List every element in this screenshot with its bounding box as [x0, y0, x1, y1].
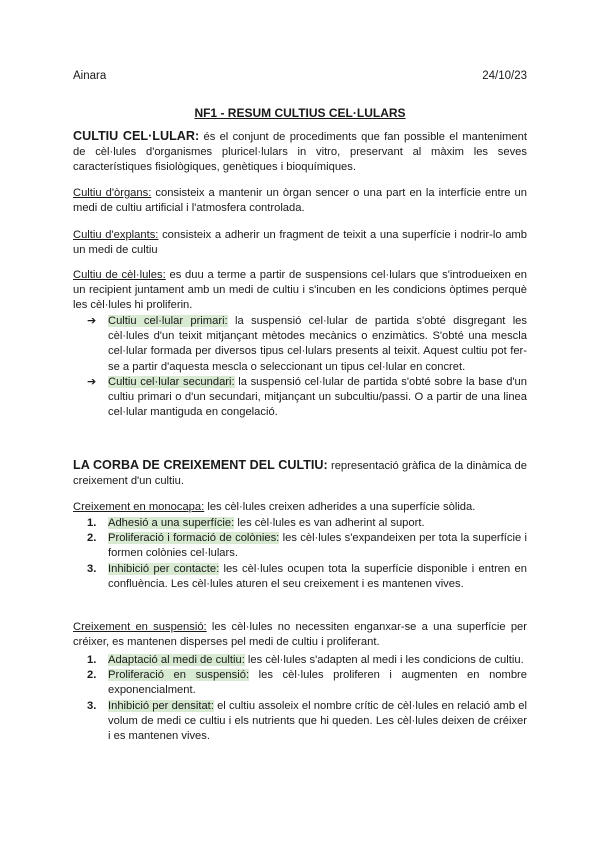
- definition-monocapa: [73, 500, 527, 515]
- list-item: [73, 562, 527, 592]
- term-cultiu-explants: Cultiu d'explants:: [73, 229, 159, 241]
- list-number: 2.: [87, 532, 97, 545]
- term-inhibicio-densitat: Inhibició per densitat:: [108, 699, 214, 712]
- term-adhesio: Adhesió a una superfície:: [108, 517, 235, 529]
- list-item: [73, 668, 527, 698]
- term-cultiu-cellular: CULTIU CEL·LULAR:: [73, 129, 200, 143]
- definition-cultiu-explants: [73, 228, 527, 258]
- text-adhesio: les cèl·lules es van adherint al suport.: [234, 517, 425, 529]
- text-secundari: la suspensió cel·lular de partida s'obté sobre la base d'un cultiu primari o d'un secundari, mitjançant un subcultiu/passi. O a partir de una linea cel·lular mantiguda en congelació.: [108, 375, 528, 419]
- term-suspensio: Creixement en suspensió:: [73, 621, 207, 633]
- text-inhibicio-densitat: el cultiu assoleix el nombre crític de cèl·lules en relació amb el volum de medi ce cultiu i els nutrients que hi queden. Les cèl·lules deixen de créixer i es mantenen vives.: [108, 699, 527, 743]
- author-name: Ainara: [73, 70, 107, 82]
- list-suspensio: [73, 653, 527, 744]
- text-monocapa: les cèl·lules creixen adherides a una superfície sòlida.: [204, 501, 476, 513]
- text-cultiu-explants: consisteix a adherir un fragment de teixit a una superfície i nodrir-lo amb un medi de cultiu: [73, 229, 527, 257]
- list-item: [73, 516, 527, 531]
- term-proliferacio-colonies: Proliferació i formació de colònies:: [108, 532, 280, 545]
- text-proliferacio-colonies: les cèl·lules s'expandeixen per tota la superfície i formen colònies cel·lulars.: [108, 532, 527, 560]
- text-cultiu-cellules: es duu a terme a partir de suspensions cel·lulars que s'introdueixen en un recipient juntament amb un medi de cultiu i s'incuben en les condicions òptimes perquè les cèl·lules hi proliferin.: [73, 269, 527, 312]
- definition-cultiu-cellules: [73, 268, 527, 314]
- text-cultiu-cellular: és el conjunt de procediments que fan possible el manteniment de cèl·lules d'organismes pluricel·lulars in vitro, preservant al màxim les seves característiques fisiològiques, genètiques i bioquímiques.: [73, 131, 527, 174]
- list-item: [73, 375, 527, 421]
- term-cultiu-organs: Cultiu d'òrgans:: [73, 187, 152, 199]
- list-item: [73, 531, 527, 561]
- text-corba: representació gràfica de la dinàmica de creixement d'un cultiu.: [73, 460, 527, 488]
- arrow-icon: ➔: [87, 375, 97, 388]
- arrow-icon: ➔: [87, 315, 97, 327]
- list-number: 2.: [87, 669, 97, 682]
- document-date: 24/10/23: [482, 70, 527, 82]
- text-suspensio: les cèl·lules no necessiten enganxar-se a una superfície per créixer, es mantenen disperses pel medi de cultiu i proliferant.: [73, 621, 527, 649]
- term-inhibicio-contacte: Inhibició per contacte:: [108, 562, 220, 575]
- text-cultiu-organs: consisteix a mantenir un òrgan sencer o una part en la interfície entre un medi de cultiu artificial i l'atmosfera controlada.: [73, 187, 527, 215]
- list-item: [73, 314, 527, 375]
- definition-cultiu-cellular: [73, 129, 527, 176]
- text-inhibicio-contacte: les cèl·lules ocupen tota la superfície disponible i entren en confluència. Les cèl·lules aturen el seu creixement i es mantenen vives.: [108, 562, 527, 590]
- text-primari: la suspensió cel·lular de partida s'obté disgregant les cèl·lules d'un teixit mitjançant mètodes mecànics o enzimàtics. S'obté una mescla cel·lular formada per diversos tipus cel·lulars presents al teixit. Aquest cultiu pot fer-se a partir d'aquesta mescla o seleccionant un tipus cel·lular en concret.: [108, 315, 528, 373]
- term-cultiu-cellules: Cultiu de cèl·lules:: [73, 269, 166, 281]
- list-number: 1.: [87, 654, 97, 666]
- term-adaptacio: Adaptació al medi de cultiu:: [108, 654, 245, 666]
- term-primari: Cultiu cel·lular primari:: [108, 315, 228, 327]
- term-proliferacio-suspensio: Proliferació en suspensió:: [108, 669, 250, 682]
- list-number: 3.: [87, 562, 97, 575]
- definition-suspensio: [73, 620, 527, 650]
- definition-corba: [73, 458, 527, 489]
- list-item: [73, 653, 527, 668]
- list-monocapa: [73, 516, 527, 592]
- document-title: NF1 - RESUM CULTIUS CEL·LULARS: [194, 106, 406, 120]
- term-monocapa: Creixement en monocapa:: [73, 501, 205, 513]
- list-number: 1.: [87, 517, 97, 529]
- list-number: 3.: [87, 699, 97, 712]
- term-secundari: Cultiu cel·lular secundari:: [108, 375, 235, 388]
- text-proliferacio-suspensio: les cèl·lules proliferen i augmenten en nombre exponencialment.: [108, 669, 528, 697]
- definition-cultiu-organs: [73, 186, 527, 216]
- list-item: [73, 699, 527, 745]
- list-cultiu-cellules: [73, 314, 527, 420]
- term-corba: LA CORBA DE CREIXEMENT DEL CULTIU:: [73, 458, 328, 472]
- text-adaptacio: les cèl·lules s'adapten al medi i les condicions de cultiu.: [244, 654, 524, 666]
